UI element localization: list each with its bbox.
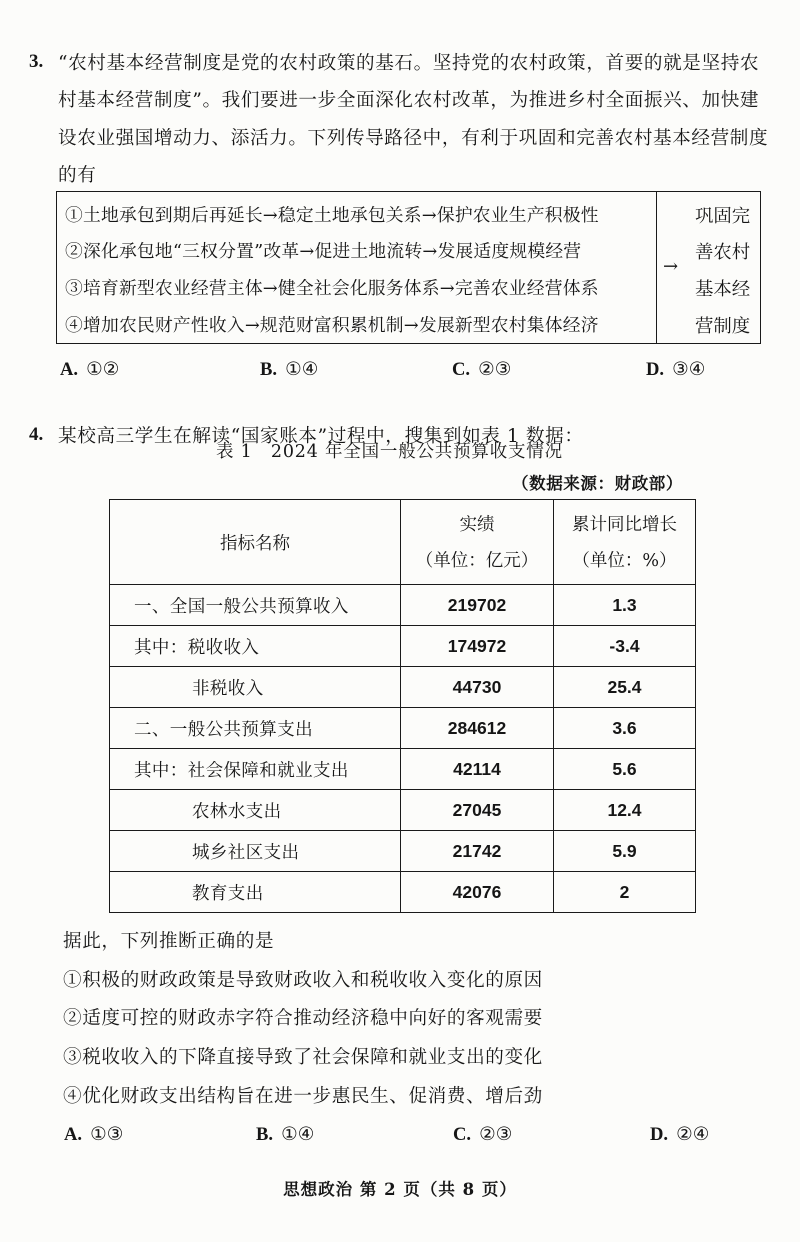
statement-3: ③税收收入的下降直接导致了社会保障和就业支出的变化 xyxy=(63,1047,543,1068)
question-3-stem-line-3: 设农业强国增动力、添活力。下列传导路径中，有利于巩固和完善农村基本经营制度 xyxy=(58,128,769,149)
path-result xyxy=(657,192,762,343)
table-header-row xyxy=(110,500,696,585)
statement-1: ①积极的财政政策是导致财政收入和税收收入变化的原因 xyxy=(63,970,543,991)
q3-option-b[interactable]: B. ①④ xyxy=(260,359,319,380)
path-item-3: ③培育新型农业经营主体→健全社会化服务体系→完善农业经营体系 xyxy=(65,278,599,299)
statement-4: ④优化财政支出结构旨在进一步惠民生、促消费、增后劲 xyxy=(63,1086,543,1107)
table-row: 其中：税收收入 174972 -3.4 xyxy=(110,626,696,667)
question-3-stem-line-1: “农村基本经营制度是党的农村政策的基石。坚持党的农村政策，首要的就是坚持农 xyxy=(58,53,760,74)
question-3-number: 3. xyxy=(29,51,44,72)
header-indicator-name: 指标名称 xyxy=(110,500,401,585)
q3-option-a[interactable]: A. ①② xyxy=(60,359,120,380)
q3-option-c[interactable]: C. ②③ xyxy=(452,359,512,380)
transmission-paths xyxy=(57,192,657,343)
table-row: 其中：社会保障和就业支出 42114 5.6 xyxy=(110,749,696,790)
path-item-1: ①土地承包到期后再延长→稳定土地承包关系→保护农业生产积极性 xyxy=(65,205,599,226)
question-3-stem-line-2: 村基本经营制度”。我们要进一步全面深化农村改革，为推进乡村全面振兴、加快建 xyxy=(58,90,760,111)
table-row: 教育支出 42076 2 xyxy=(110,872,696,913)
table-title: 表 1 2024 年全国一般公共预算收支情况 xyxy=(216,442,563,462)
transmission-path-box xyxy=(56,191,761,344)
q4-option-c[interactable]: C. ②③ xyxy=(453,1124,513,1145)
q4-option-a[interactable]: A. ①③ xyxy=(64,1124,124,1145)
statement-2: ②适度可控的财政赤字符合推动经济稳中向好的客观需要 xyxy=(63,1008,543,1029)
table-row: 二、一般公共预算支出 284612 3.6 xyxy=(110,708,696,749)
path-item-2: ②深化承包地“三权分置”改革→促进土地流转→发展适度规模经营 xyxy=(65,241,582,262)
result-line-2: 善农村 xyxy=(695,242,751,263)
question-4-stem: 某校高三学生在解读“国家账本”过程中，搜集到如表 1 数据： xyxy=(58,426,584,447)
header-actual: 实绩 （单位：亿元） xyxy=(401,500,554,585)
table-row: 非税收入 44730 25.4 xyxy=(110,667,696,708)
question-3-stem-line-4: 的有 xyxy=(58,165,97,186)
q4-option-b[interactable]: B. ①④ xyxy=(256,1124,315,1145)
result-line-4: 营制度 xyxy=(695,316,751,337)
budget-table xyxy=(109,499,696,913)
table-row: 一、全国一般公共预算收入 219702 1.3 xyxy=(110,585,696,626)
result-line-1: 巩固完 xyxy=(695,206,751,227)
question-4-number: 4. xyxy=(29,424,44,445)
q3-option-d[interactable]: D. ③④ xyxy=(646,359,706,380)
path-item-4: ④增加农民财产性收入→规范财富积累机制→发展新型农村集体经济 xyxy=(65,315,599,336)
page-footer: 思想政治 第 2 页（共 8 页） xyxy=(283,1180,517,1199)
data-source: （数据来源：财政部） xyxy=(512,474,683,493)
right-arrow-icon: → xyxy=(663,256,679,277)
table-row: 农林水支出 27045 12.4 xyxy=(110,790,696,831)
inference-intro: 据此，下列推断正确的是 xyxy=(63,931,275,952)
table-row: 城乡社区支出 21742 5.9 xyxy=(110,831,696,872)
header-growth: 累计同比增长 （单位：%） xyxy=(554,500,696,585)
result-line-3: 基本经 xyxy=(695,279,751,300)
q4-option-d[interactable]: D. ②④ xyxy=(650,1124,710,1145)
